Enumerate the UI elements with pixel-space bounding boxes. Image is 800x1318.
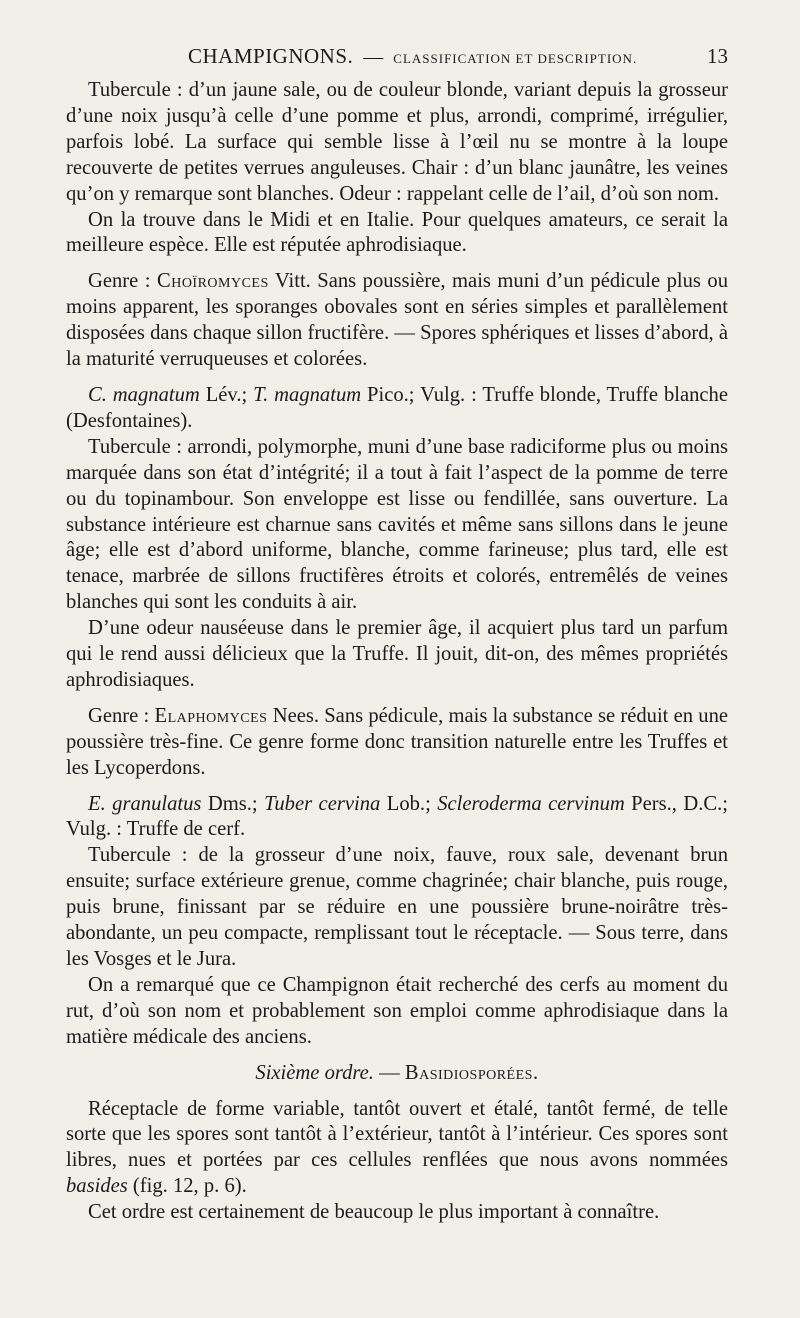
- page-number: 13: [707, 44, 728, 68]
- paragraph-receptacle: Réceptacle de forme variable, tantôt ouvert et étalé, tantôt fermé, de telle sorte que les spores sont tantôt à l’extérieur, tantôt à l’intérieur. Ces spores sont libres, nues et portées par ces cellules renflées que nous avons nommées basides (fig. 12, p. 6).: [66, 1097, 728, 1198]
- paragraph-cerfs: On a remarqué que ce Champignon était recherché des cerfs au moment du rut, d’où son nom et probablement son emploi comme aphrodisiaque dans la matière médicale des anciens.: [66, 973, 728, 1048]
- paragraph-species-magnatum: C. magnatum Lév.; T. magnatum Pico.; Vulg. : Truffe blonde, Truffe blanche (Desfontaines).: [66, 383, 728, 432]
- paragraph-genre-choiromyces: Genre : Choïromyces Vitt. Sans poussière, mais muni d’un pédicule plus ou moins apparent, les sporanges obovales sont en séries simples et parallèlement disposées dans chaque sillon fructifère. — Spores sphériques et lisses d’abord, à la maturité verruqueuses et colorées.: [66, 270, 729, 371]
- paragraph-genre-elaphomyces: Genre : Elaphomyces Nees. Sans pédicule, mais la substance se réduit en une poussière très-fine. Ce genre forme donc transition naturelle entre les Truffes et les Lycoperdons.: [66, 704, 729, 779]
- paragraph-tubercule-granulatus: Tubercule : de la grosseur d’une noix, fauve, roux sale, devenant brun ensuite; surface extérieure grenue, comme chagrinée; chair blanche, puis rouge, puis brune, finissant par se réduire en une poussière brune-noirâtre très-abondante, un peu compacte, remplissant tout le réceptacle. — Sous terre, dans les Vosges et le Jura.: [66, 844, 728, 970]
- header-dash: —: [363, 46, 384, 68]
- header-title: CHAMPIGNONS.: [188, 44, 354, 68]
- running-header: [66, 44, 728, 78]
- genus-name: Elaphomyces: [154, 704, 268, 727]
- paragraph-ordre-important: Cet ordre est certainement de beaucoup le plus important à connaître.: [88, 1201, 660, 1224]
- paragraph-odeur: D’une odeur nauséeuse dans le premier âge, il acquiert plus tard un parfum qui le rend aussi délicieux que la Truffe. Il jouit, dit-on, des mêmes propriétés aphrodisiaques.: [66, 617, 728, 691]
- header-subtitle: CLASSIFICATION ET DESCRIPTION.: [393, 51, 638, 66]
- paragraph-species-granulatus: E. granulatus Dms.; Tuber cervina Lob.; Scleroderma cervinum Pers., D.C.; Vulg. : Truffe de cerf.: [66, 792, 728, 841]
- paragraph-tubercule-ail: Tubercule : d’un jaune sale, ou de couleur blonde, variant depuis la grosseur d’une noix jusqu’à celle d’une pomme et plus, arrondi, comprimé, irrégulier, parfois lobé. La surface qui semble lisse à l’œil nu se montre à la loupe recouverte de petites verrues anguleuses. Chair : d’un blanc jaunâtre, les veines qu’on y remarque sont blanches. Odeur : rappelant celle de l’ail, d’où son nom.: [66, 79, 728, 205]
- paragraph-tubercule-magnatum: Tubercule : arrondi, polymorphe, muni d’une base radiciforme plus ou moins marquée dans son état d’intégrité; il a tout à fait l’aspect de la pomme de terre ou du topinambour. Son enveloppe est lisse ou fendillée, sans ouverture. La substance intérieure est charnue sans cavités et même sans sillons dans le jeune âge; elle est d’abord uniforme, blanche, comme farineuse; plus tard, elle est tenace, marbrée de sillons fructifères étroits et colorés, entremêlés de veines blanches qui sont les conduits à air.: [66, 435, 728, 614]
- paragraph-habitat: On la trouve dans le Midi et en Italie. Pour quelques amateurs, ce serait la meilleure espèce. Elle est réputée aphrodisiaque.: [66, 208, 728, 257]
- genus-name: Choïromyces: [156, 270, 269, 293]
- body-text: [66, 78, 728, 1226]
- section-heading: Sixième ordre. — Basidiosporées.: [255, 1061, 539, 1084]
